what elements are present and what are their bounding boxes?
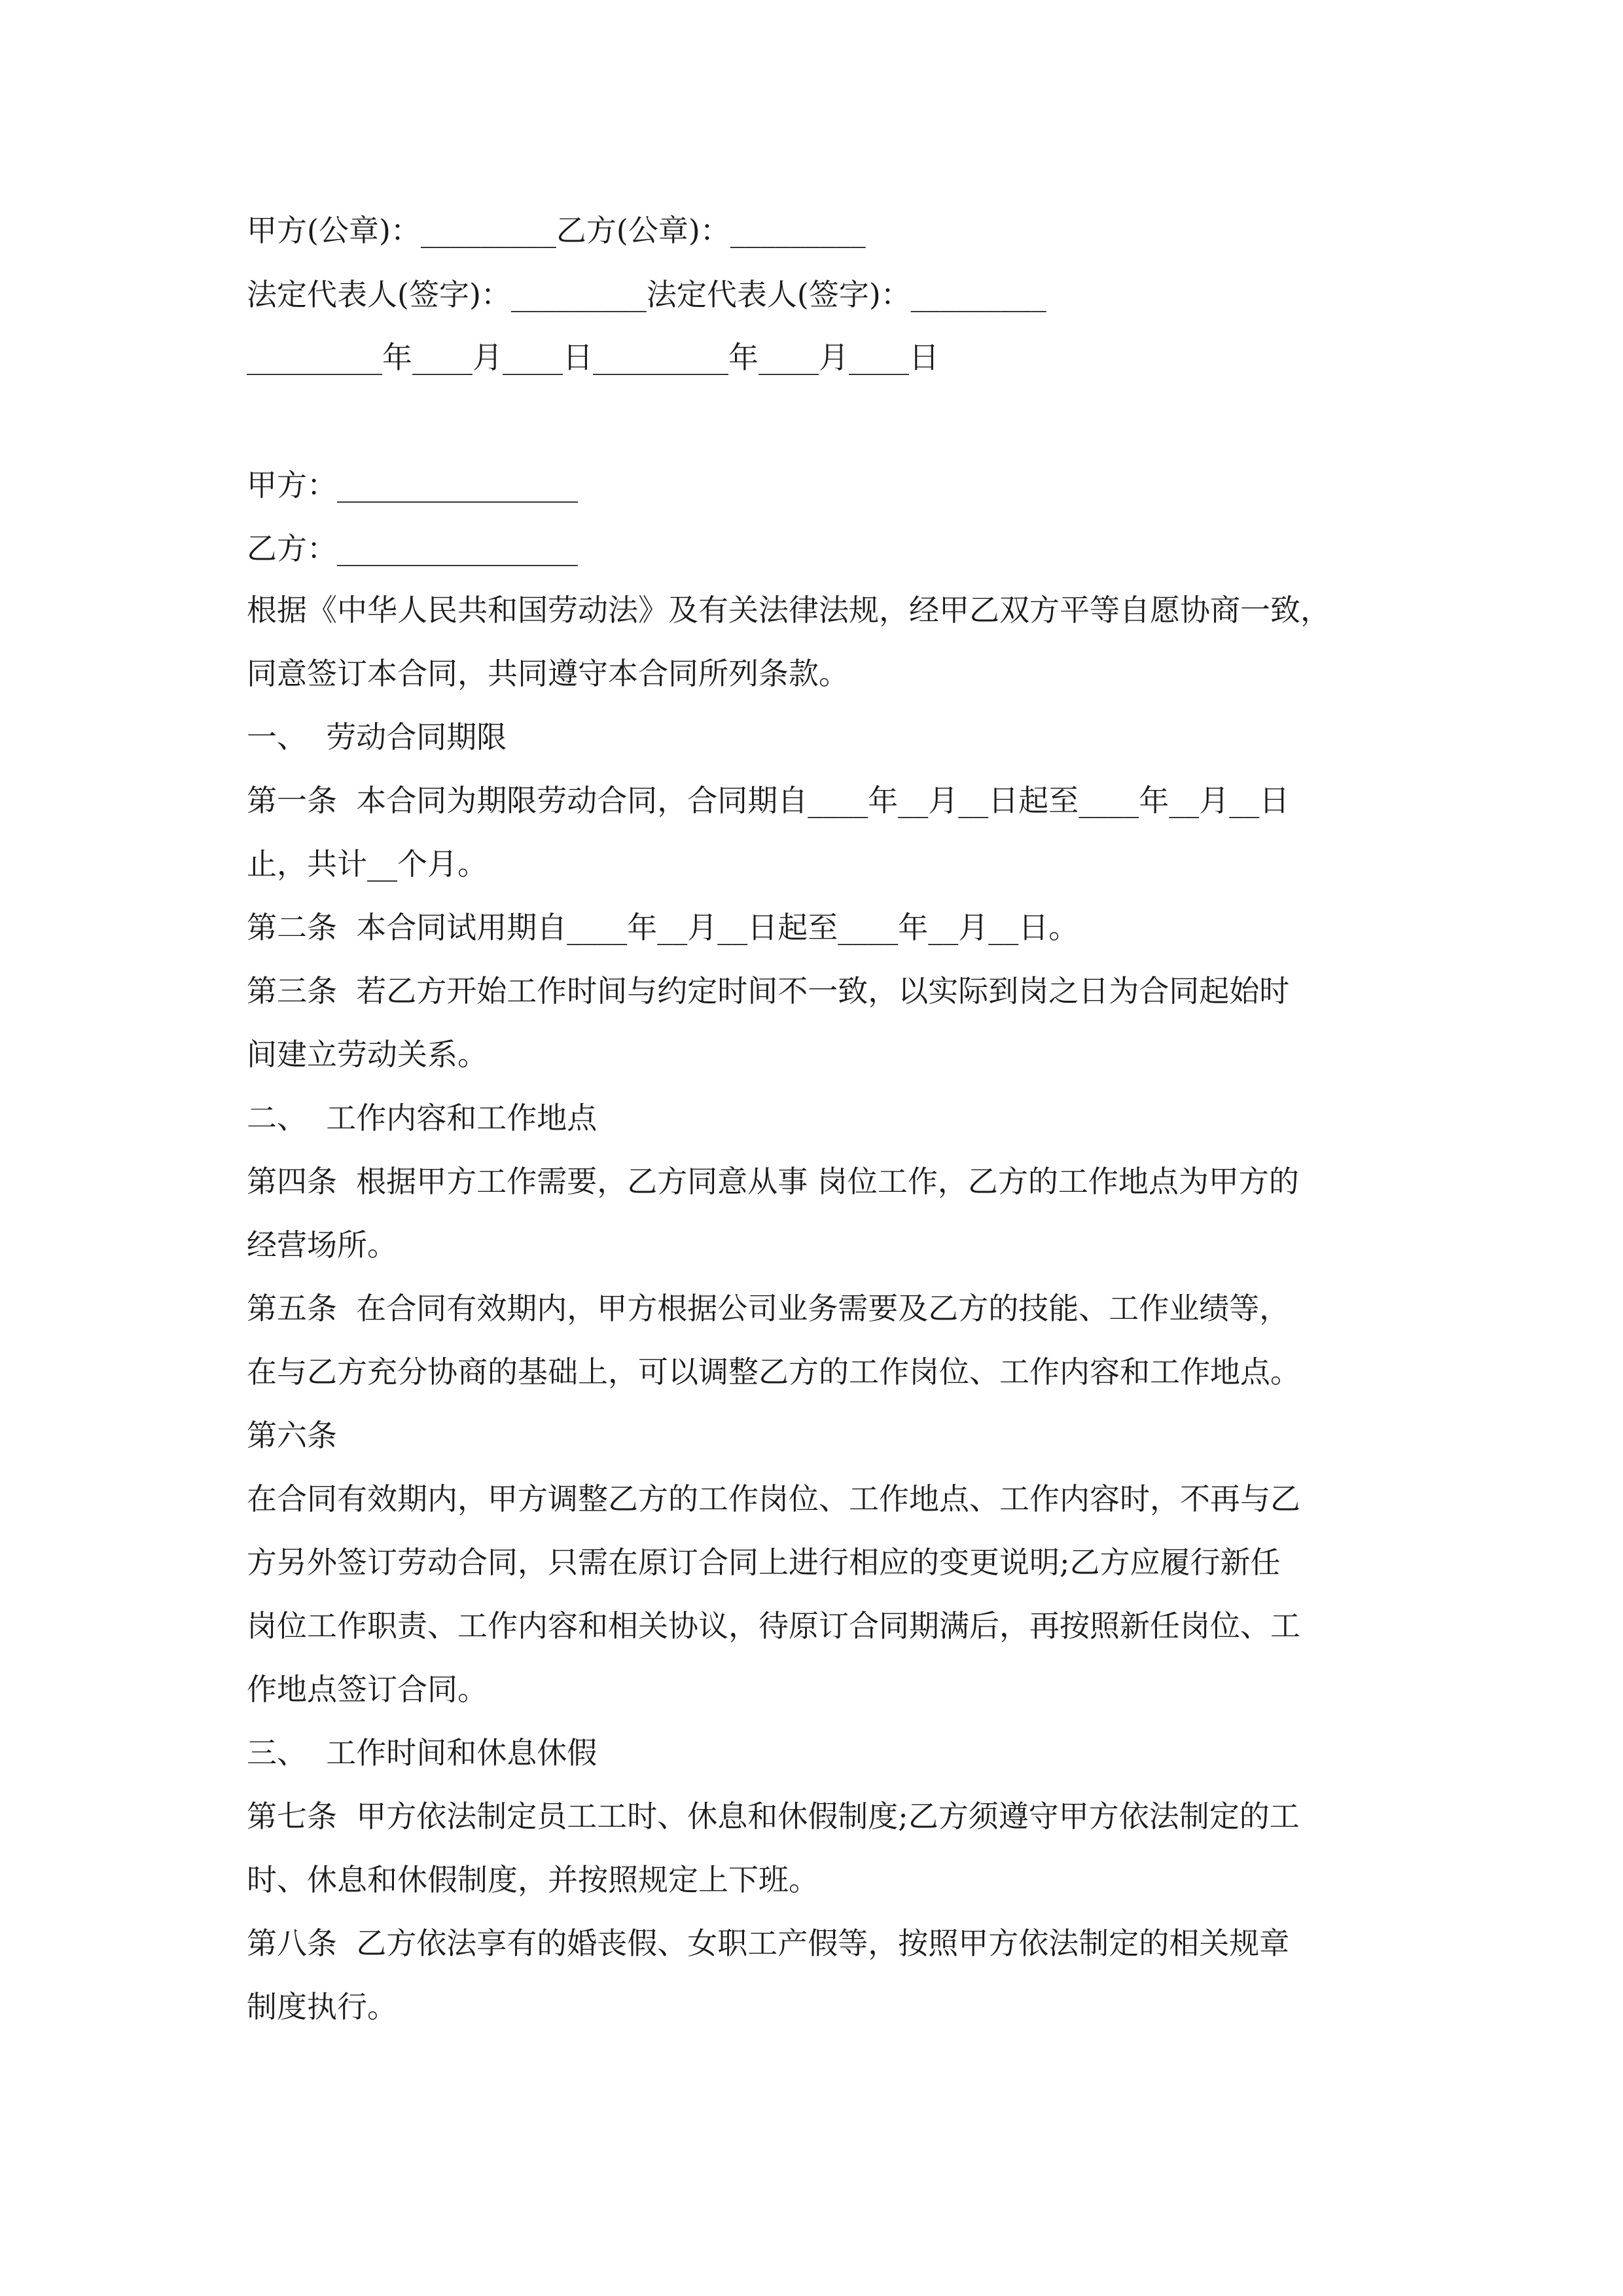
article-5-line-2: 在与乙方充分协商的基础上，可以调整乙方的工作岗位、工作内容和工作地点。: [247, 1354, 1300, 1390]
article-4-line-2: 经营场所。: [247, 1227, 397, 1263]
preamble-line-2: 同意签订本合同，共同遵守本合同所列条款。: [247, 656, 849, 691]
article-3-line-2: 间建立劳动关系。: [247, 1037, 488, 1072]
article-1-line-1: 第一条 本合同为期限劳动合同，合同期自____年__月__日起至____年__月__日: [247, 783, 1290, 818]
article-5-line-1: 第五条 在合同有效期内，甲方根据公司业务需要及乙方的技能、工作业绩等，: [247, 1291, 1290, 1326]
article-1-line-2: 止，共计__个月。: [247, 846, 488, 882]
article-6-line-1: 在合同有效期内，甲方调整乙方的工作岗位、工作地点、工作内容时，不再与乙: [247, 1481, 1300, 1516]
section-1-heading: 一、 劳动合同期限: [247, 719, 507, 755]
article-6-line-2: 方另外签订劳动合同，只需在原订合同上进行相应的变更说明;乙方应履行新任: [247, 1545, 1281, 1580]
article-6-line-4: 作地点签订合同。: [247, 1672, 488, 1707]
article-6-title: 第六条: [247, 1418, 337, 1453]
preamble-line-1: 根据《中华人民共和国劳动法》及有关法律法规，经甲乙双方平等自愿协商一致，: [247, 592, 1330, 628]
party-b-line: 乙方：________________: [247, 531, 578, 566]
party-seal-line: 甲方(公章)：_________乙方(公章)：_________: [247, 213, 866, 248]
party-a-line: 甲方：________________: [247, 467, 578, 503]
section-2-heading: 二、 工作内容和工作地点: [247, 1100, 597, 1136]
article-4-line-1: 第四条 根据甲方工作需要，乙方同意从事 岗位工作，乙方的工作地点为甲方的: [247, 1164, 1299, 1199]
article-2-line-1: 第二条 本合同试用期自____年__月__日起至____年__月__日。: [247, 910, 1079, 945]
article-8-line-2: 制度执行。: [247, 1989, 397, 2024]
section-3-heading: 三、 工作时间和休息休假: [247, 1735, 597, 1770]
article-3-line-1: 第三条 若乙方开始工作时间与约定时间不一致，以实际到岗之日为合同起始时: [247, 973, 1290, 1009]
article-8-line-1: 第八条 乙方依法享有的婚丧假、女职工产假等，按照甲方依法制定的相关规章: [247, 1926, 1290, 1961]
legal-rep-sign-line: 法定代表人(签字)：_________法定代表人(签字)：_________: [247, 277, 1046, 312]
article-6-line-3: 岗位工作职责、工作内容和相关协议，待原订合同期满后，再按照新任岗位、工: [247, 1608, 1300, 1643]
signature-date-line: _________年____月____日_________年____月____日: [247, 340, 939, 375]
article-7-line-1: 第七条 甲方依法制定员工工时、休息和休假制度;乙方须遵守甲方依法制定的工: [247, 1799, 1300, 1834]
article-7-line-2: 时、休息和休假制度，并按照规定上下班。: [247, 1862, 819, 1897]
